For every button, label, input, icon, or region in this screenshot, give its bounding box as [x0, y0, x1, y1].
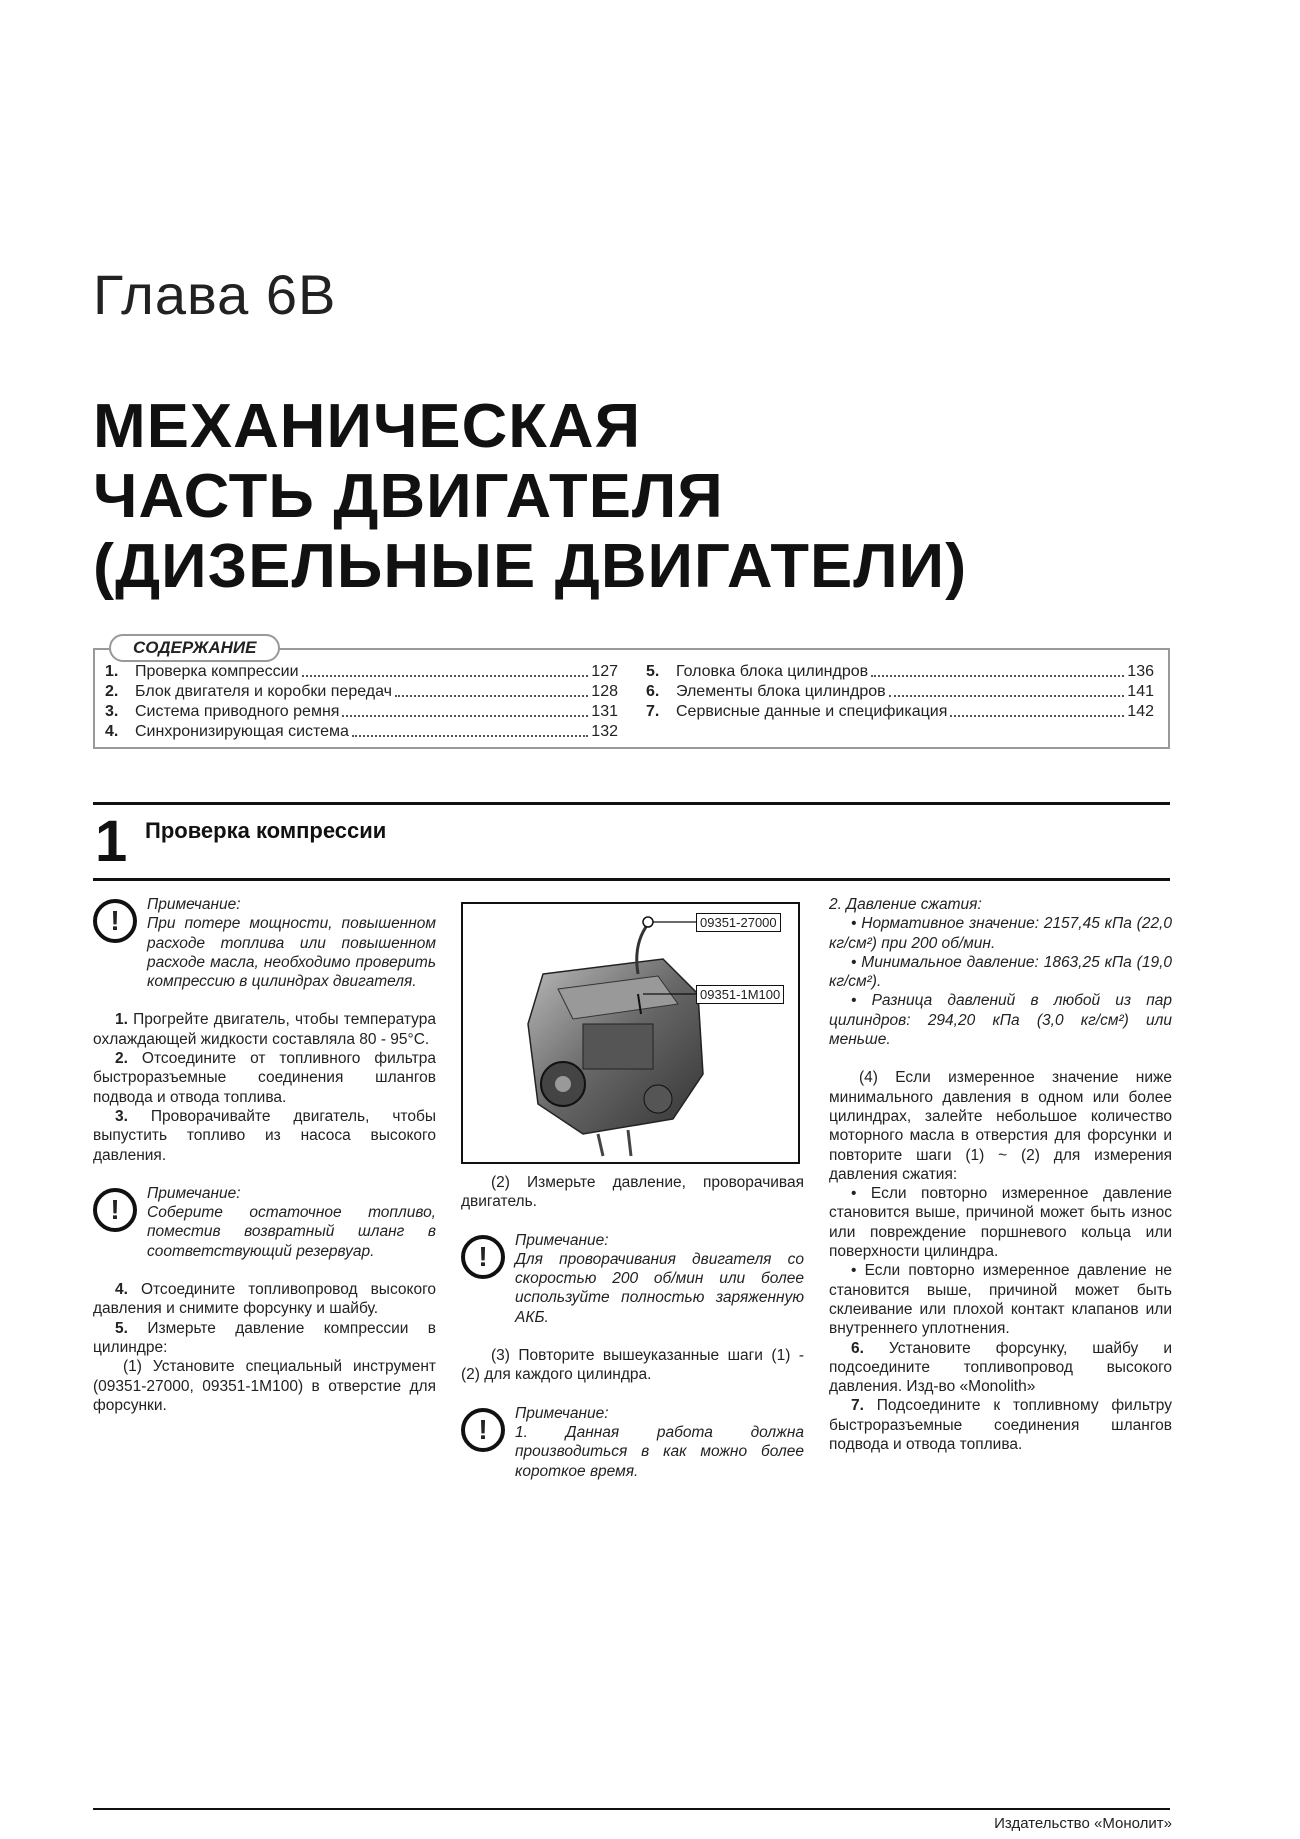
title-line-3: (ДИЗЕЛЬНЫЕ ДВИГАТЕЛИ)	[93, 532, 968, 601]
substep-paragraph: (4) Если измеренное значение ниже минимального давления в одном или более цилиндрах, залейте небольшое количество моторного масла в отверстия для форсунки и повторите шаги (1) ~ (2) для измерения давления сжатия:	[829, 1069, 1172, 1183]
tool-label: 09351-1M100	[696, 985, 784, 1004]
section-rule-top	[93, 802, 1170, 805]
step-number: 4.	[115, 1281, 128, 1299]
note-block	[461, 1404, 804, 1481]
toc-entry-title: Синхронизирующая система	[135, 723, 349, 740]
toc-entry[interactable]	[646, 682, 1154, 702]
text-column-1	[93, 895, 436, 1415]
step-number: 3.	[115, 1107, 128, 1125]
toc-entry-title: Элементы блока цилиндров	[676, 683, 886, 700]
toc-label: СОДЕРЖАНИЕ	[109, 634, 280, 662]
toc-entry-number: 7.	[646, 703, 660, 720]
toc-entry-number: 6.	[646, 683, 660, 700]
step-paragraph	[93, 1319, 436, 1358]
note-text: Соберите остаточное топливо, поместив возвратный шланг в соответствующий резервуар.	[147, 1204, 436, 1260]
toc-entry[interactable]	[646, 702, 1154, 722]
spec-item: • Минимальное давление: 1863,25 кПа (19,0 кг/см²).	[829, 953, 1172, 991]
toc-entry[interactable]	[105, 682, 618, 702]
toc-entry-title: Головка блока цилиндров	[676, 663, 869, 680]
substep-paragraph: (1) Установите специальный инструмент (09351-27000, 09351-1M100) в отверстие для форсунки.	[93, 1358, 436, 1414]
footer-rule	[93, 1808, 1170, 1810]
note-heading: Примечание:	[147, 1184, 241, 1202]
text-column-2	[461, 1173, 804, 1481]
note-text: При потере мощности, повышенном расходе топлива или повышенном расходе масла, необходимо проверить компрессию в цилиндрах двигателя.	[147, 915, 436, 991]
toc-entry-number: 4.	[105, 723, 119, 740]
note-heading: Примечание:	[147, 896, 241, 913]
bullet-paragraph: • Если повторно измеренное давление не становится выше, причиной может быть склеивание или плохой контакт клапанов или внутреннего уплотнения.	[829, 1262, 1172, 1338]
note-text: 1. Данная работа должна производиться в как можно более короткое время.	[515, 1423, 804, 1480]
step-text: Отсоедините топливопровод высокого давления и снимите форсунку и шайбу.	[93, 1281, 437, 1318]
toc-entry-number: 1.	[105, 663, 119, 680]
toc-entry-title: Проверка компрессии	[135, 663, 299, 680]
warning-icon: !	[461, 1408, 505, 1452]
step-text: Проворачивайте двигатель, чтобы выпустить топливо из насоса высокого давления.	[93, 1107, 436, 1164]
toc-entry-page: 132	[591, 723, 618, 740]
toc-entry-number: 3.	[105, 703, 119, 720]
substep-paragraph: (2) Измерьте давление, проворачивая двигатель.	[461, 1174, 804, 1211]
step-number: 2.	[115, 1050, 128, 1068]
step-number: 6.	[851, 1339, 864, 1357]
note-heading: Примечание:	[515, 1404, 609, 1422]
note-block	[93, 1184, 436, 1261]
toc-column-right	[646, 662, 1154, 722]
toc-entry-page: 128	[591, 683, 618, 700]
section-number: 1	[95, 809, 128, 874]
title-line-2: ЧАСТЬ ДВИГАТЕЛЯ	[93, 462, 724, 531]
toc-entry-page: 131	[591, 703, 618, 720]
step-paragraph	[93, 1010, 436, 1049]
step-number: 1.	[115, 1011, 128, 1029]
toc-entry-title: Блок двигателя и коробки передач	[135, 683, 392, 700]
engine-figure	[461, 902, 800, 1164]
title-line-1: МЕХАНИЧЕСКАЯ	[93, 392, 642, 461]
toc-entry-title: Система приводного ремня	[135, 703, 340, 720]
step-text: Подсоедините к топливному фильтру быстроразъемные соединения шлангов подвода и отвода топлива.	[829, 1397, 1172, 1454]
step-paragraph	[93, 1280, 436, 1319]
toc-entry[interactable]	[105, 702, 618, 722]
step-number: 5.	[115, 1319, 128, 1337]
note-text: Для проворачивания двигателя со скоростью 200 об/мин или более используйте полностью заряженную АКБ.	[515, 1250, 804, 1326]
step-paragraph	[93, 1107, 436, 1165]
step-text: Установите форсунку, шайбу и подсоедините топливопровод высокого давления. Изд-во «Monolith»	[829, 1339, 1172, 1396]
tool-label: 09351-27000	[696, 913, 781, 932]
note-block	[461, 1231, 804, 1327]
toc-entry-number: 5.	[646, 663, 660, 680]
step-paragraph	[93, 1049, 436, 1107]
toc-entry-page: 136	[1127, 663, 1154, 680]
step-text: Прогрейте двигатель, чтобы температура охлаждающей жидкости составляла 80 - 95°C.	[93, 1011, 436, 1048]
toc-entry-page: 142	[1127, 703, 1154, 720]
text-column-3	[829, 895, 1172, 1454]
section-rule-bottom	[93, 878, 1170, 881]
step-paragraph	[829, 1339, 1172, 1397]
toc-entry[interactable]	[105, 722, 618, 742]
publisher-footer: Издательство «Монолит»	[994, 1815, 1172, 1832]
step-text: Отсоедините от топливного фильтра быстроразъемные соединения шлангов подвода и отвода топлива.	[93, 1050, 437, 1106]
bullet-paragraph: • Если повторно измеренное давление становится выше, причиной может быть износ или повреждение поршневого кольца или поверхности цилиндра.	[829, 1185, 1172, 1261]
note-block	[93, 895, 436, 991]
chapter-title	[93, 392, 968, 602]
spec-item: • Нормативное значение: 2157,45 кПа (22,0 кг/см²) при 200 об/мин.	[829, 915, 1172, 952]
engine-illustration	[463, 904, 798, 1162]
warning-icon: !	[461, 1235, 505, 1279]
toc-entry-number: 2.	[105, 683, 119, 700]
toc-entry-page: 141	[1127, 683, 1154, 700]
warning-icon: !	[93, 1188, 137, 1232]
toc-entry-title: Сервисные данные и спецификация	[676, 703, 948, 720]
substep-paragraph: (3) Повторите вышеуказанные шаги (1) - (2) для каждого цилиндра.	[461, 1347, 804, 1384]
toc-entry-page: 127	[591, 663, 618, 680]
note-heading: Примечание:	[515, 1231, 609, 1249]
step-paragraph	[829, 1396, 1172, 1454]
step-number: 7.	[851, 1397, 864, 1415]
step-text: Измерьте давление компрессии в цилиндре:	[93, 1319, 436, 1356]
table-of-contents	[93, 638, 1170, 749]
toc-entry[interactable]	[646, 662, 1154, 682]
chapter-label: Глава 6В	[93, 263, 337, 326]
spec-item: • Разница давлений в любой из пар цилиндров: 294,20 кПа (3,0 кг/см²) или меньше.	[829, 992, 1172, 1049]
toc-column-left	[105, 662, 618, 742]
warning-icon: !	[93, 899, 137, 943]
toc-entry[interactable]	[105, 662, 618, 682]
section-title: Проверка компрессии	[145, 818, 387, 843]
spec-heading: 2. Давление сжатия:	[829, 896, 982, 913]
